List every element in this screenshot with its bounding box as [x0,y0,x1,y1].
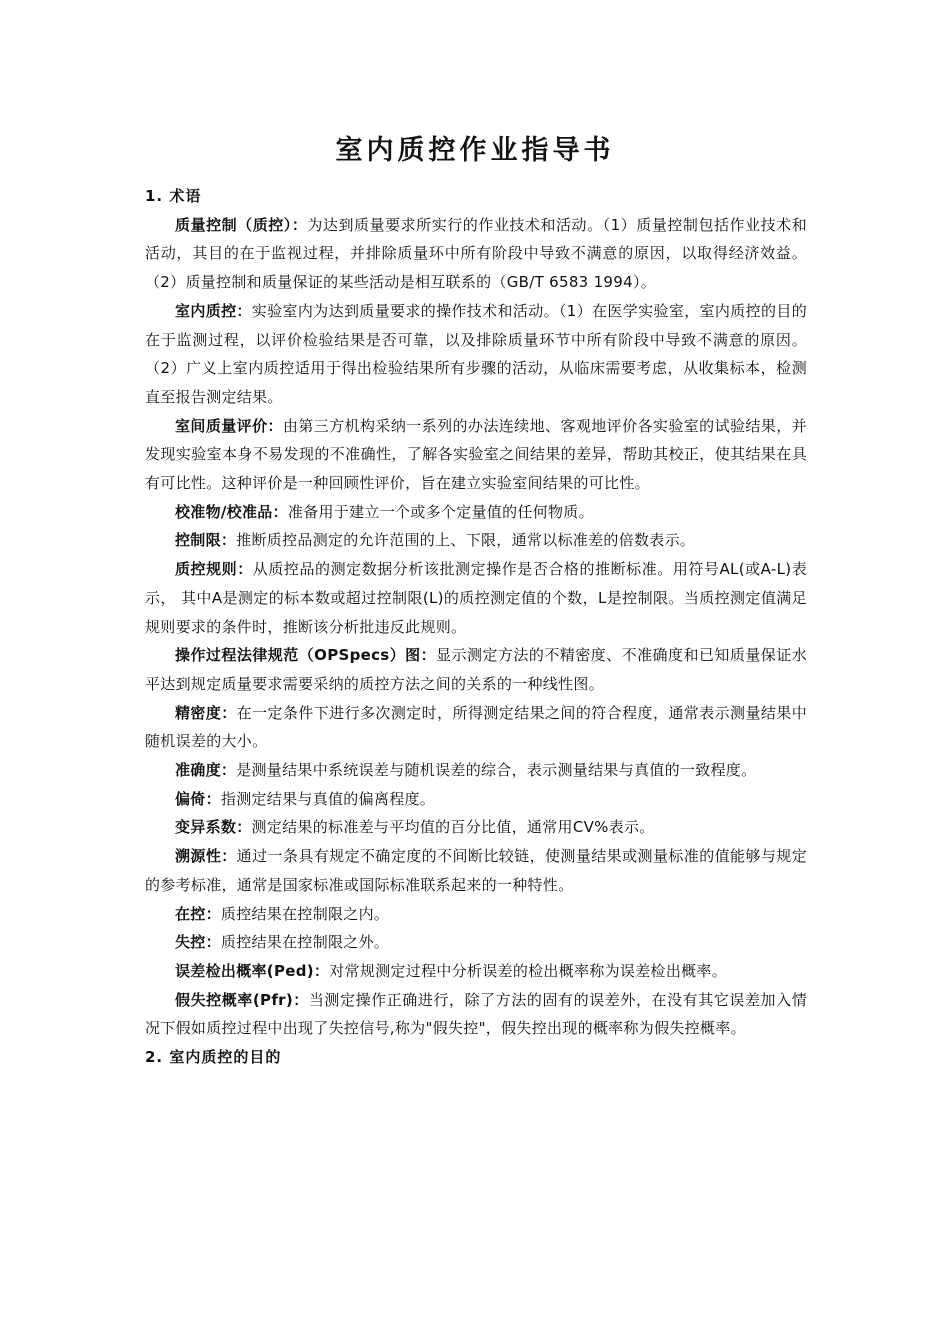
term-label: 在控： [175,904,221,923]
term-paragraph [145,555,807,641]
term-label: 校准物/校准品： [175,502,288,521]
term-paragraph [145,842,807,899]
term-definition: 为达到质量要求所实行的作业技术和活动。（1）质量控制包括作业技术和活动，其目的在于监视过程，并排除质量环中所有阶段中导致不满意的原因，以取得经济效益。（2）质量控制和质量保证的某些活动是相互联系的（GB/T 6583 1994）。 [145,215,808,292]
term-label: 室内质控： [175,301,252,320]
section-heading-terminology: 1. 术语 [145,187,202,205]
term-paragraph [145,211,807,297]
term-label: 误差检出概率(Ped)： [175,961,330,980]
term-label: 准确度： [175,761,237,780]
term-label: 溯源性： [175,847,237,866]
document-body [145,182,807,1072]
term-definition: 是测量结果中系统误差与随机误差的综合，表示测量结果与真值的一致程度。 [236,761,757,780]
term-paragraph [145,412,807,498]
term-paragraph [145,928,807,957]
term-definition: 测定结果的标准差与平均值的百分比值，通常用CV%表示。 [251,818,655,837]
term-paragraph [145,641,807,698]
document-title: 室内质控作业指导书 [335,135,615,166]
term-definition: 从质控品的测定数据分析该批测定操作是否合格的推断标准。用符号AL(或A-L)表示， 其中A是测定的标本数或超过控制限(L)的质控测定值的个数，L是控制限。当质控测定值满足规则要求的条件时，推断该分析批违反此规则。 [145,560,807,636]
term-paragraph [145,526,807,555]
term-paragraph [145,900,807,929]
term-definition: 在一定条件下进行多次测定时，所得测定结果之间的符合程度，通常表示测量结果中随机误差的大小。 [145,703,807,751]
term-label: 假失控概率(Pfr)： [175,990,309,1009]
term-label: 操作过程法律规范（OPSpecs）图： [175,646,437,665]
term-label: 控制限： [175,531,237,550]
term-label: 室间质量评价： [175,416,283,435]
term-definition: 显示测定方法的不精密度、不准确度和已知质量保证水平达到规定质量要求需要采纳的质控方法之间的关系的一种线性图。 [145,646,808,693]
term-definition: 指测定结果与真值的偏离程度。 [220,789,436,808]
term-definition: 实验室内为达到质量要求的操作技术和活动。（1）在医学实验室，室内质控的目的在于监测过程，以评价检验结果是否可靠，以及排除质量环节中所有阶段中导致不满意的原因。（2）广义上室内质控适用于得出检验结果所有步骤的活动，从临床需要考虑，从收集标本，检测直至报告测定结果。 [145,301,807,406]
term-definition: 通过一条具有规定不确定度的不间断比较链，使测量结果或测量标准的值能够与规定的参考标准，通常是国家标准或国际标准联系起来的一种特性。 [145,847,807,894]
term-definition: 准备用于建立一个或多个定量值的任何物质。 [287,502,594,521]
term-paragraph [145,756,807,785]
term-label: 偏倚： [175,789,221,808]
term-label: 失控： [175,933,221,952]
section-heading-purpose: 2. 室内质控的目的 [145,1048,282,1067]
term-definition: 由第三方机构采纳一系列的办法连续地、客观地评价各实验室的试验结果，并发现实验室本身不易发现的不准确性，了解各实验室之间结果的差异，帮助其校正，使其结果在具有可比性。这种评价是一种回顾性评价，旨在建立实验室间结果的可比性。 [145,416,807,493]
term-label: 质量控制（质控）： [175,215,308,234]
term-label: 变异系数： [175,818,252,837]
term-paragraph [145,699,807,756]
term-paragraph [145,813,807,842]
term-paragraph [145,498,807,527]
term-definition: 推断质控品测定的允许范围的上、下限，通常以标准差的倍数表示。 [236,531,696,550]
term-label: 质控规则： [175,560,253,579]
term-definition: 对常规测定过程中分析误差的检出概率称为误差检出概率。 [329,961,728,980]
term-definition: 质控结果在控制限之外。 [220,933,390,952]
term-paragraph [145,297,807,412]
term-definition: 质控结果在控制限之内。 [220,904,390,923]
term-label: 精密度： [175,703,237,722]
term-paragraph [145,785,807,814]
term-paragraph [145,986,807,1043]
term-definition: 当测定操作正确进行，除了方法的固有的误差外，在没有其它误差加入情况下假如质控过程中出现了失控信号,称为"假失控"，假失控出现的概率称为假失控概率。 [145,990,807,1038]
term-paragraph [145,957,807,986]
